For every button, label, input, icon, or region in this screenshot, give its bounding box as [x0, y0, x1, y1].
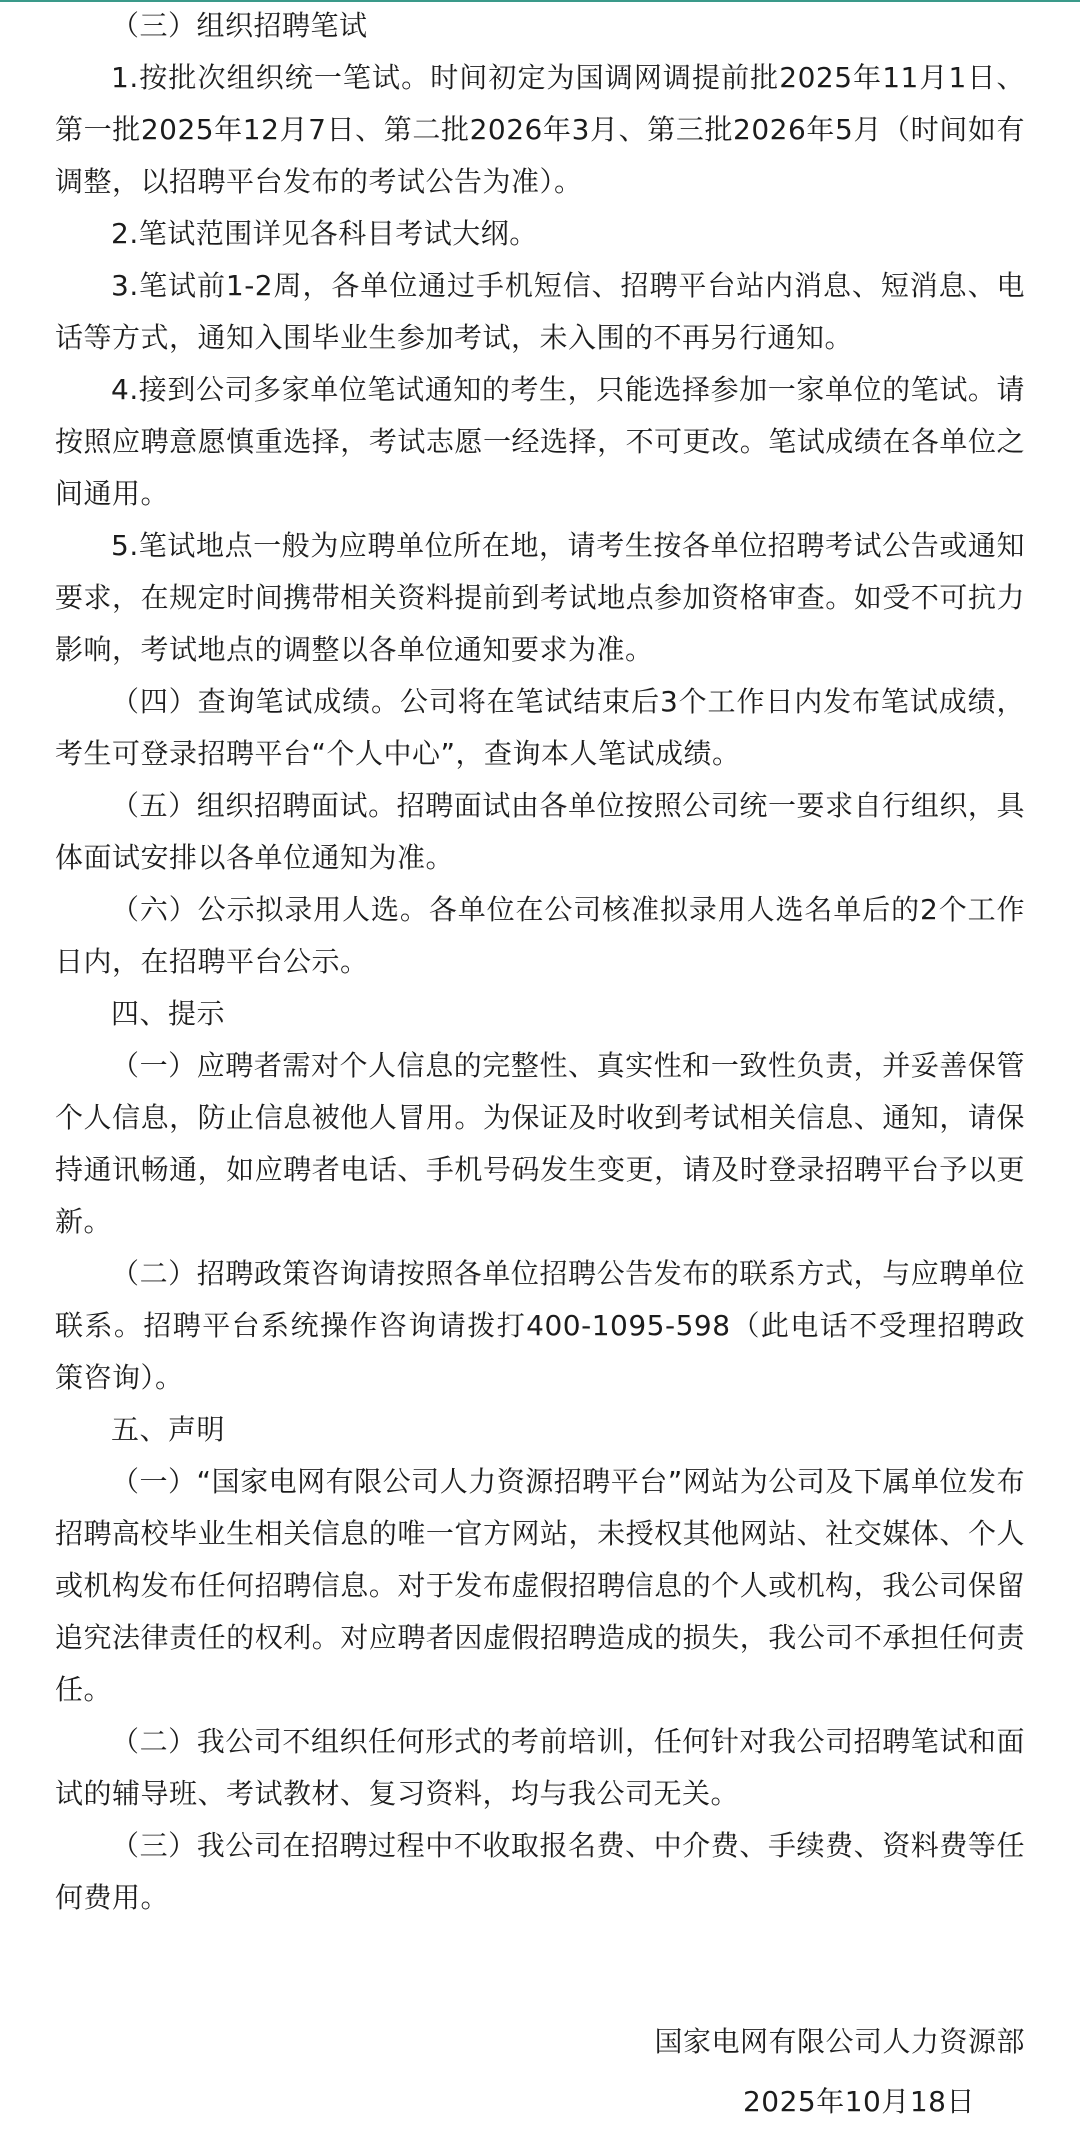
signature-date: 2025年10月18日 [742, 2085, 975, 2118]
section-heading: （三）组织招聘笔试 [111, 9, 368, 42]
paragraph: （五）组织招聘面试。招聘面试由各单位按照公司统一要求自行组织，具体面试安排以各单位通知为准。 [55, 789, 1025, 874]
paragraph: （四）查询笔试成绩。公司将在笔试结束后3个工作日内发布笔试成绩，考生可登录招聘平台“个人中心”，查询本人笔试成绩。 [55, 685, 1025, 770]
paragraph: 2.笔试范围详见各科目考试大纲。 [111, 217, 538, 250]
paragraph: （一）“国家电网有限公司人力资源招聘平台”网站为公司及下属单位发布招聘高校毕业生相关信息的唯一官方网站，未授权其他网站、社交媒体、个人或机构发布任何招聘信息。对于发布虚假招聘信息的个人或机构，我公司保留追究法律责任的权利。对应聘者因虚假招聘造成的损失，我公司不承担任何责任。 [55, 1465, 1025, 1706]
document-body [55, 0, 1025, 1924]
signature-organization: 国家电网有限公司人力资源部 [654, 2025, 1025, 2058]
paragraph: 3.笔试前1-2周，各单位通过手机短信、招聘平台站内消息、短消息、电话等方式，通知入围毕业生参加考试，未入围的不再另行通知。 [55, 269, 1025, 354]
paragraph: 5.笔试地点一般为应聘单位所在地，请考生按各单位招聘考试公告或通知要求，在规定时间携带相关资料提前到考试地点参加资格审查。如受不可抗力影响，考试地点的调整以各单位通知要求为准。 [55, 529, 1025, 666]
section-heading: 五、声明 [111, 1413, 226, 1446]
paragraph: 1.按批次组织统一笔试。时间初定为国调网调提前批2025年11月1日、第一批2025年12月7日、第二批2026年3月、第三批2026年5月（时间如有调整，以招聘平台发布的考试公告为准）。 [55, 61, 1025, 198]
paragraph: （三）我公司在招聘过程中不收取报名费、中介费、手续费、资料费等任何费用。 [55, 1829, 1025, 1914]
paragraph: （六）公示拟录用人选。各单位在公司核准拟录用人选名单后的2个工作日内，在招聘平台公示。 [55, 893, 1025, 978]
section-heading: 四、提示 [111, 997, 226, 1030]
paragraph: （一）应聘者需对个人信息的完整性、真实性和一致性负责，并妥善保管个人信息，防止信息被他人冒用。为保证及时收到考试相关信息、通知，请保持通讯畅通，如应聘者电话、手机号码发生变更，请及时登录招聘平台予以更新。 [55, 1049, 1025, 1238]
paragraph: （二）招聘政策咨询请按照各单位招聘公告发布的联系方式，与应聘单位联系。招聘平台系统操作咨询请拨打400-1095-598（此电话不受理招聘政策咨询）。 [55, 1257, 1025, 1394]
paragraph: （二）我公司不组织任何形式的考前培训，任何针对我公司招聘笔试和面试的辅导班、考试教材、复习资料，均与我公司无关。 [55, 1725, 1025, 1810]
paragraph: 4.接到公司多家单位笔试通知的考生，只能选择参加一家单位的笔试。请按照应聘意愿慎重选择，考试志愿一经选择，不可更改。笔试成绩在各单位之间通用。 [55, 373, 1025, 510]
